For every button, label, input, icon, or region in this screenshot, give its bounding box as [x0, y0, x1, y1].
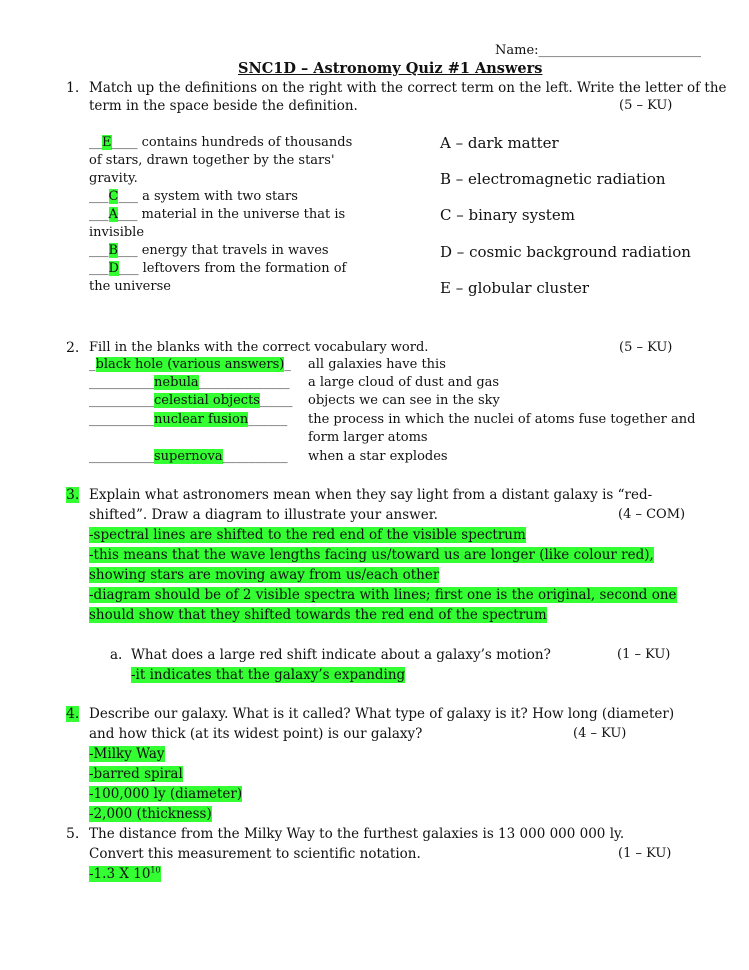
q3-line1: Explain what astronomers mean when they say light from a distant galaxy is “red-: [89, 487, 653, 503]
q2-definition-4: the process in which the nuclei of atoms fuse together and: [308, 412, 696, 427]
q4-number: 4.: [66, 706, 80, 722]
q1-def-c: ___C___ a system with two stars: [89, 189, 298, 204]
q4-answer-line: -2,000 (thickness): [89, 806, 212, 822]
q2-definition-1: all galaxies have this: [308, 357, 446, 372]
q3a-answer: -it indicates that the galaxy’s expanding: [131, 667, 406, 683]
q3a-marks: (1 – KU): [617, 647, 671, 662]
q2-answer-2: nebula: [154, 375, 199, 390]
q5-answer-exponent: 10: [150, 865, 161, 875]
q1-term-a: A – dark matter: [440, 134, 559, 152]
q2-definition-2: a large cloud of dust and gas: [308, 375, 500, 390]
q2-prompt: Fill in the blanks with the correct vocabulary word.: [89, 340, 429, 355]
q1-line2: term in the space beside the definition.: [89, 98, 358, 114]
q2-answer-4: nuclear fusion: [154, 412, 249, 427]
q1-def-d-answer: D: [108, 261, 119, 276]
q3-answer-line: showing stars are moving away from us/each other: [89, 567, 440, 583]
page-title: SNC1D – Astronomy Quiz #1 Answers: [238, 60, 543, 77]
q1-def-d: ___D___ leftovers from the formation of: [89, 261, 347, 276]
q2-blank-5: __________supernova__________: [89, 449, 288, 464]
q2-answer-5: supernova: [154, 449, 223, 464]
q1-marks: (5 – KU): [619, 98, 673, 113]
q1-def-d-cont1: the universe: [89, 279, 171, 294]
q2-blank-4: __________nuclear fusion______: [89, 412, 288, 427]
q1-term-e: E – globular cluster: [440, 279, 589, 297]
q1-def-c-answer: C: [108, 189, 119, 204]
q2-answer-3: celestial objects: [154, 393, 260, 408]
q1-def-e-cont2: gravity.: [89, 171, 138, 186]
q1-def-e: __E____ contains hundreds of thousands: [89, 135, 353, 150]
q5-answer: -1.3 X $10^{10}$: [89, 865, 161, 882]
q3-marks: (4 – COM): [618, 507, 686, 522]
q5-marks: (1 – KU): [618, 846, 672, 861]
q2-number: 2.: [66, 340, 80, 356]
q1-def-e-cont1: of stars, drawn together by the stars': [89, 153, 335, 168]
q2-definition-3: objects we can see in the sky: [308, 393, 500, 408]
q4-line2: and how thick (at its widest point) is our galaxy?: [89, 726, 423, 742]
q3-number: 3.: [66, 487, 80, 503]
q2-marks: (5 – KU): [619, 340, 673, 355]
q1-def-a-answer: A: [108, 207, 118, 222]
q1-line1: Match up the definitions on the right with the correct term on the left. Write the letter of the: [89, 80, 727, 96]
q1-def-a: ___A___ material in the universe that is: [89, 207, 346, 222]
q3a-question: What does a large red shift indicate about a galaxy’s motion?: [131, 647, 551, 663]
q5-number: 5.: [66, 826, 80, 842]
q2-definition-4-cont: form larger atoms: [308, 430, 428, 445]
name-label: Name:_________________________: [495, 43, 702, 58]
q1-term-b: B – electromagnetic radiation: [440, 170, 666, 188]
q5-line2: Convert this measurement to scientific notation.: [89, 846, 421, 862]
q3-answer-line: -spectral lines are shifted to the red end of the visible spectrum: [89, 527, 526, 543]
q4-answer-line: -barred spiral: [89, 766, 183, 782]
q1-def-a-cont1: invisible: [89, 225, 145, 240]
q4-answer-line: -100,000 ly (diameter): [89, 786, 243, 802]
q1-def-b: ___B___ energy that travels in waves: [89, 243, 329, 258]
q1-term-c: C – binary system: [440, 206, 575, 224]
q2-blank-1: _black hole (various answers)_: [89, 357, 291, 372]
q4-answer-line: -Milky Way: [89, 746, 165, 762]
q4-marks: (4 – KU): [573, 726, 627, 741]
q1-def-e-answer: E: [102, 135, 112, 150]
q5-line1: The distance from the Milky Way to the furthest galaxies is 13 000 000 000 ly.: [89, 826, 625, 842]
q2-definition-5: when a star explodes: [308, 449, 448, 464]
q2-answer-1: black hole (various answers): [95, 357, 285, 372]
q2-blank-3: __________celestial objects_____: [89, 393, 293, 408]
q1-def-b-answer: B: [108, 243, 119, 258]
q3-answer-line: -diagram should be of 2 visible spectra with lines; first one is the original, second one: [89, 587, 677, 603]
q4-line1: Describe our galaxy. What is it called? What type of galaxy is it? How long (diameter): [89, 706, 675, 722]
q3-line2: shifted”. Draw a diagram to illustrate your answer.: [89, 507, 438, 523]
q1-number: 1.: [66, 80, 80, 96]
q3-answer-line: should show that they shifted towards the red end of the spectrum: [89, 607, 547, 623]
q1-term-d: D – cosmic background radiation: [440, 243, 691, 261]
q3a-letter: a.: [110, 647, 123, 663]
q3-answer-line: -this means that the wave lengths facing us/toward us are longer (like colour red),: [89, 547, 654, 563]
q2-blank-2: __________nebula______________: [89, 375, 290, 390]
